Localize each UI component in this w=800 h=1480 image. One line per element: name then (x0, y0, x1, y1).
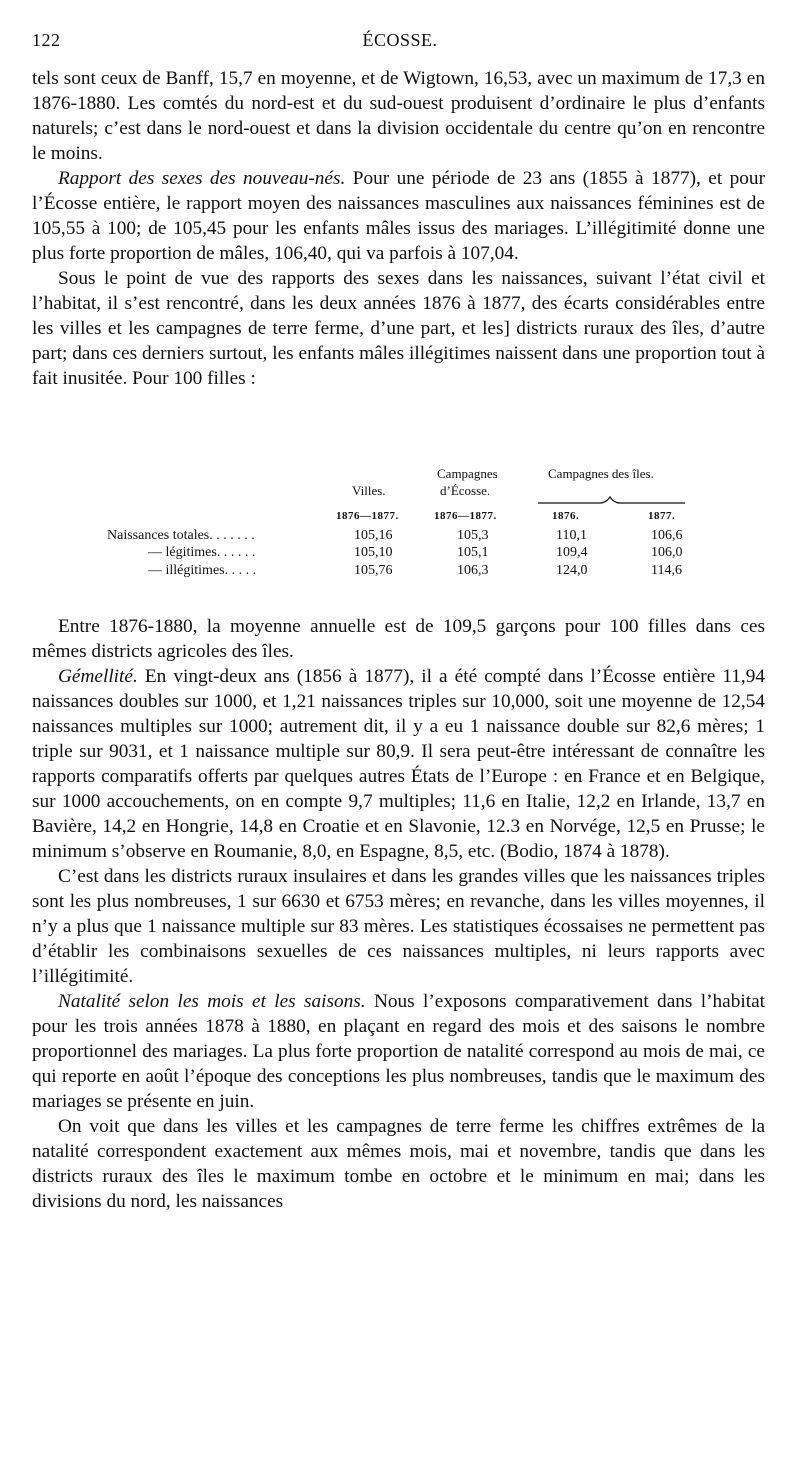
paragraph-p6 (32, 864, 765, 989)
section-heading: Rapport des sexes des nouveau-nés. (58, 168, 346, 189)
paragraph-text: Sous le point de vue des rapports des sexes dans les naissances, suivant l’état civil et l’habitat, il s’est rencontré, dans les deux années 1876 à 1877, des écarts considérables entre les villes et les campagnes de terre ferme, d’une part, et les] districts ruraux des îles, d’autre part; dans ces derniers surtout, les enfants mâles illégitimes naissent dans une proportion tout à fait inusitée. Pour 100 filles : (32, 268, 765, 389)
subheader-campagnes: 1876—1877. (434, 510, 497, 522)
subheader-1876: 1876. (552, 510, 580, 522)
row-label-legitimes: — légitimes. . . . . . (148, 545, 256, 560)
cell-illegitimes-campagnes: 106,3 (457, 563, 489, 578)
iles-brace (0, 0, 800, 600)
paragraph-p7 (32, 989, 765, 1114)
cell-totales-iles-1877: 106,6 (651, 528, 683, 543)
cell-totales-villes: 105,16 (354, 528, 393, 543)
paragraph-text: On voit que dans les villes et les campagnes de terre ferme les chiffres extrêmes de la natalité correspondent exactement aux mêmes mois, mai et novembre, tandis que dans les districts ruraux des îles le maximum tombe en octobre et le minimum en mai; dans les divisions du nord, les naissances (32, 1116, 765, 1212)
paragraph-text: tels sont ceux de Banff, 15,7 en moyenne, et de Wigtown, 16,53, avec un maximum de 17,3 en 1876-1880. Les comtés du nord-est et du sud-ouest produisent d’ordinaire le plus d’enfants naturels; c’est dans le nord-ouest et dans la division occidentale du centre qu’on en rencontre le moins. (32, 68, 765, 164)
col-header-iles: Campagnes des îles. (548, 466, 654, 481)
subheader-villes: 1876—1877. (336, 510, 399, 522)
paragraph-text: En vingt-deux ans (1856 à 1877), il a été compté dans l’Écosse entière 11,94 naissances doubles sur 1000, et 1,21 naissances triples sur 10,000, soit une moyenne de 12,54 naissances multiples sur 1000; autrement dit, il y a eu 1 naissance double sur 82,6 mères; 1 triple sur 9031, et 1 naissance multiple sur 80,9. Il sera peut-être intéressant de connaître les rapports comparatifs offerts par quelques autres États de l’Europe : en France et en Belgique, sur 1000 accouchements, on en compte 9,7 multiples; 11,6 en Italie, 12,2 en Irlande, 13,7 en Bavière, 14,2 en Hongrie, 14,8 en Croatie et en Slavonie, 12.3 en Norvége, 12,5 en Prusse; le minimum s’observe en Roumanie, 8,0, en Espagne, 8,5, etc. (Bodio, 1874 à 1878). (32, 666, 765, 862)
section-heading: Natalité selon les mois et les saisons. (58, 991, 366, 1012)
cell-illegitimes-villes: 105,76 (354, 563, 393, 578)
paragraph-text: Pour une période de 23 ans (1855 à 1877), et pour l’Écosse entière, le rapport moyen des naissances masculines aux naissances féminines est de 105,55 à 100; de 105,45 pour les enfants mâles issus des mariages. L’illégitimité donne une plus forte proportion de mâles, 106,40, qui va parfois à 107,04. (32, 168, 765, 264)
cell-illegitimes-iles-1877: 114,6 (651, 563, 682, 578)
cell-illegitimes-iles-1876: 124,0 (556, 563, 588, 578)
paragraph-text: Entre 1876-1880, la moyenne annuelle est de 109,5 garçons pour 100 filles dans ces mêmes districts agricoles des îles. (32, 616, 765, 662)
col-header-campagnes: Campagnes (437, 466, 498, 481)
paragraph-text: Nous l’exposons comparativement dans l’habitat pour les trois années 1878 à 1880, en plaçant en regard des mois et des saisons le nombre proportionnel des mariages. La plus forte proportion de natalité correspond au mois de mai, ce qui reporte en août l’époque des conceptions les plus nombreuses, tandis que le maximum des mariages se présente en juin. (32, 991, 765, 1112)
paragraph-p5 (32, 664, 765, 864)
cell-legitimes-campagnes: 105,1 (457, 545, 489, 560)
paragraph-text: C’est dans les districts ruraux insulaires et dans les grandes villes que les naissances triples sont les plus nombreuses, 1 sur 6630 et 6753 mères; en revanche, dans les villes moyennes, il n’y a plus que 1 naissance multiple sur 83 mères. Les statistiques écossaises ne permettent pas d’établir les combinaisons sexuelles de ces naissances multiples, ni leurs rapports avec l’illégitimité. (32, 866, 765, 987)
cell-legitimes-iles-1877: 106,0 (651, 545, 683, 560)
cell-legitimes-villes: 105,10 (354, 545, 393, 560)
cell-legitimes-iles-1876: 109,4 (556, 545, 588, 560)
paragraph-p8 (32, 1114, 765, 1214)
cell-totales-campagnes: 105,3 (457, 528, 489, 543)
subheader-1877: 1877. (648, 510, 676, 522)
row-label-illegitimes: — illégitimes. . . . . (148, 563, 257, 578)
col-header-campagnes-line2: d’Écosse. (440, 483, 491, 498)
row-label-totales: Naissances totales. . . . . . . (107, 528, 255, 543)
col-header-villes: Villes. (352, 483, 386, 498)
text-block-bottom (32, 614, 765, 1214)
running-title: ÉCOSSE. (362, 30, 438, 50)
cell-totales-iles-1876: 110,1 (556, 528, 587, 543)
page-number: 122 (32, 30, 61, 50)
paragraph-p4 (32, 614, 765, 664)
section-heading: Gémellité. (58, 666, 138, 687)
sex-ratio-table (0, 0, 800, 600)
